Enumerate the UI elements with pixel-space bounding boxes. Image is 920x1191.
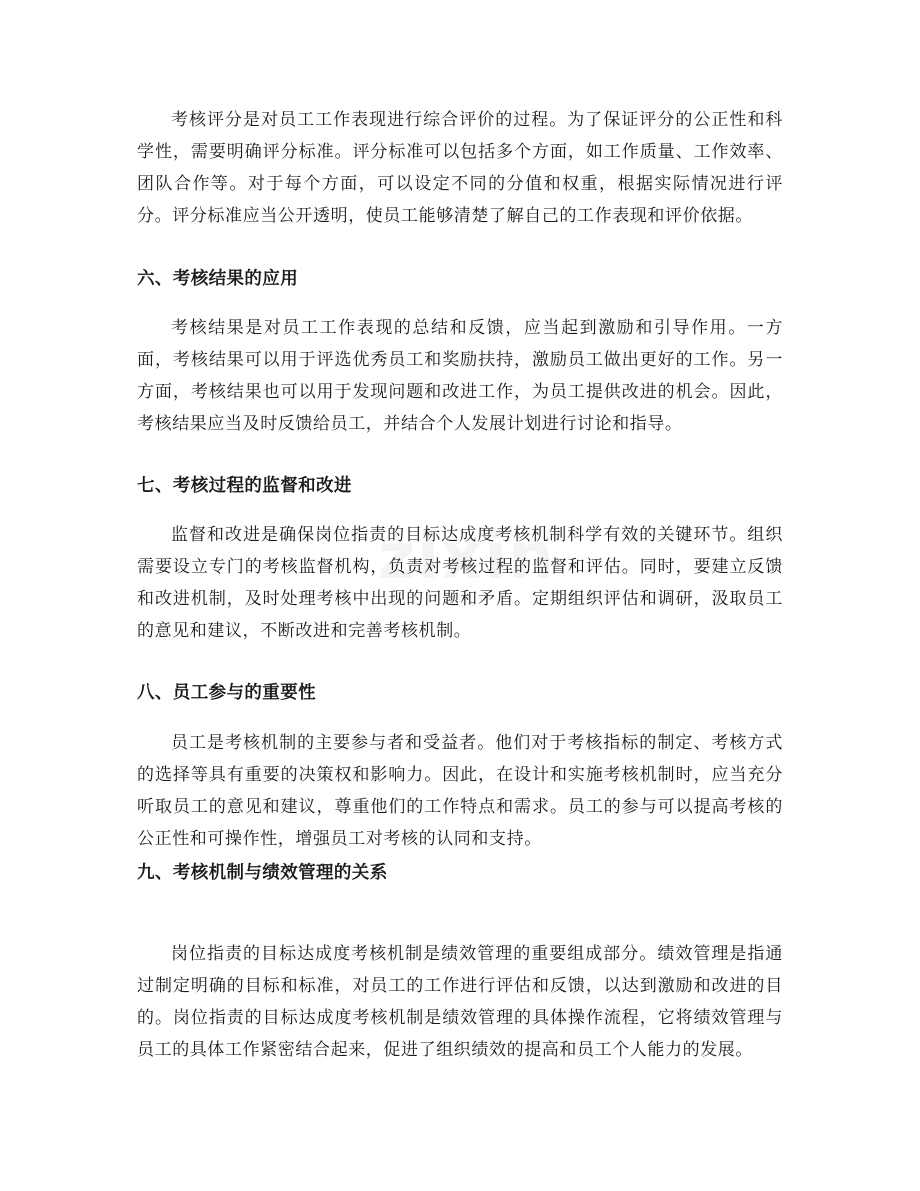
intro-paragraph: 考核评分是对员工工作表现进行综合评价的过程。为了保证评分的公正性和科学性，需要明确评分标准。评分标准可以包括多个方面，如工作质量、工作效率、团队合作等。对于每个方面，可以设定不同的分值和权重，根据实际情况进行评分。评分标准应当公开透明，使员工能够清楚了解自己的工作表现和评价依据。 xyxy=(137,110,783,226)
section-heading-7: 七、考核过程的监督和改进 xyxy=(137,476,352,496)
section-paragraph-8: 员工是考核机制的主要参与者和受益者。他们对于考核指标的制定、考核方式的选择等具有重要的决策权和影响力。因此，在设计和实施考核机制时，应当充分听取员工的意见和建议，尊重他们的工作特点和需求。员工的参与可以提高考核的公正性和可操作性，增强员工对考核的认同和支持。 xyxy=(137,733,783,849)
section-paragraph-6: 考核结果是对员工工作表现的总结和反馈，应当起到激励和引导作用。一方面，考核结果可以用于评选优秀员工和奖励扶持，激励员工做出更好的工作。另一方面，考核结果也可以用于发现问题和改进工作，为员工提供改进的机会。因此，考核结果应当及时反馈给员工，并结合个人发展计划进行讨论和指导。 xyxy=(137,318,783,434)
watermark-logo: zixin xyxy=(378,520,556,594)
section-heading-9: 九、考核机制与绩效管理的关系 xyxy=(137,863,388,883)
section-paragraph-9: 岗位指责的目标达成度考核机制是绩效管理的重要组成部分。绩效管理是指通过制定明确的目标和标准，对员工的工作进行评估和反馈，以达到激励和改进的目的。岗位指责的目标达成度考核机制是绩效管理的具体操作流程，它将绩效管理与员工的具体工作紧密结合起来，促进了组织绩效的提高和员工个人能力的发展。 xyxy=(137,944,783,1060)
section-heading-8: 八、员工参与的重要性 xyxy=(137,683,316,703)
section-heading-6: 六、考核结果的应用 xyxy=(137,269,299,289)
section-paragraph-7: 监督和改进是确保岗位指责的目标达成度考核机制科学有效的关键环节。组织需要设立专门的考核监督机构，负责对考核过程的监督和评估。同时，要建立反馈和改进机制，及时处理考核中出现的问题和矛盾。定期组织评估和调研，汲取员工的意见和建议，不断改进和完善考核机制。 xyxy=(137,525,783,641)
